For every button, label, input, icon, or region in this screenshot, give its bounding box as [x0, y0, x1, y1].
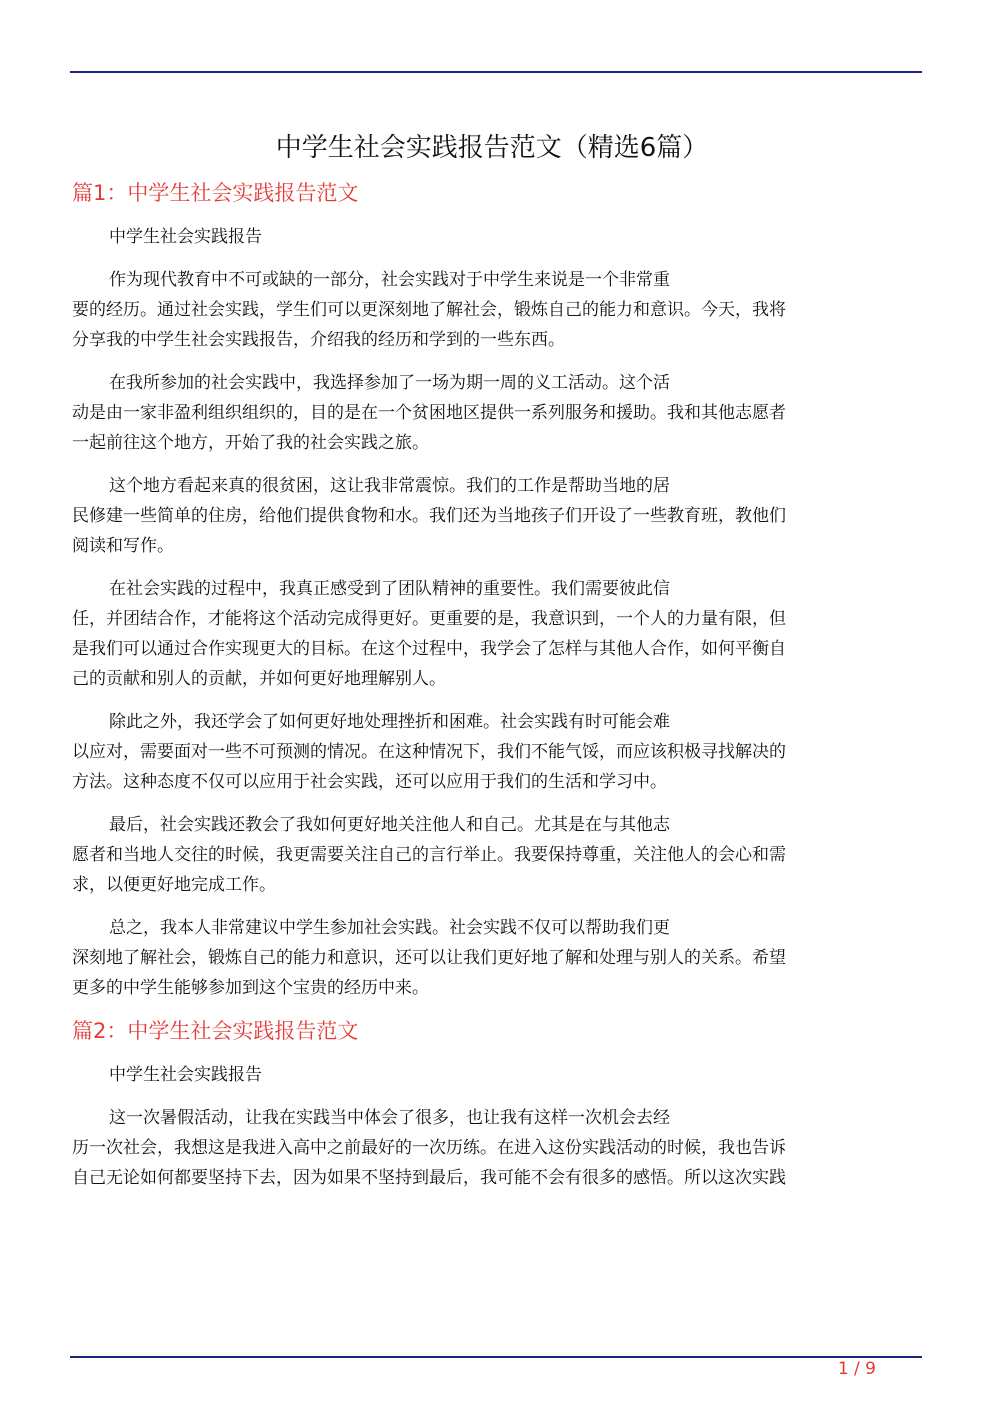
paragraph-line: 以应对，需要面对一些不可预测的情况。在这种情况下，我们不能气馁，而应该积极寻找解决的: [72, 742, 786, 762]
paragraph: [72, 707, 912, 797]
paragraph: [72, 574, 912, 694]
paragraph-line: 民修建一些简单的住房，给他们提供食物和水。我们还为当地孩子们开设了一些教育班，教他们: [72, 506, 786, 526]
section-subtitle: 中学生社会实践报告: [109, 1065, 262, 1085]
document-title: 中学生社会实践报告范文（精选6篇）: [275, 133, 709, 163]
paragraph: [72, 810, 912, 900]
paragraph-line: 更多的中学生能够参加到这个宝贵的经历中来。: [72, 978, 429, 998]
paragraph-line: 除此之外，我还学会了如何更好地处理挫折和困难。社会实践有时可能会难: [109, 712, 670, 732]
paragraph-line: 在社会实践的过程中，我真正感受到了团队精神的重要性。我们需要彼此信: [109, 579, 670, 599]
footer-rule: [70, 1356, 922, 1358]
paragraph-line: 这一次暑假活动，让我在实践当中体会了很多，也让我有这样一次机会去经: [109, 1108, 670, 1128]
paragraph: [72, 265, 912, 355]
paragraph-line: 深刻地了解社会，锻炼自己的能力和意识，还可以让我们更好地了解和处理与别人的关系。希望: [72, 948, 786, 968]
paragraph-line: 总之，我本人非常建议中学生参加社会实践。社会实践不仅可以帮助我们更: [109, 918, 670, 938]
paragraph-line: 作为现代教育中不可或缺的一部分，社会实践对于中学生来说是一个非常重: [109, 270, 670, 290]
paragraph-line: 一起前往这个地方，开始了我的社会实践之旅。: [72, 433, 429, 453]
paragraph-line: 任，并团结合作，才能将这个活动完成得更好。更重要的是，我意识到，一个人的力量有限，但: [72, 609, 786, 629]
paragraph-line: 这个地方看起来真的很贫困，这让我非常震惊。我们的工作是帮助当地的居: [109, 476, 670, 496]
paragraph-line: 愿者和当地人交往的时候，我更需要关注自己的言行举止。我要保持尊重，关注他人的会心和需: [72, 845, 786, 865]
paragraph-line: 最后，社会实践还教会了我如何更好地关注他人和自己。尤其是在与其他志: [109, 815, 670, 835]
paragraph-line: 自己无论如何都要坚持下去，因为如果不坚持到最后，我可能不会有很多的感悟。所以这次实践: [72, 1168, 786, 1188]
paragraph-line: 分享我的中学生社会实践报告，介绍我的经历和学到的一些东西。: [72, 330, 565, 350]
paragraph: [72, 471, 912, 561]
section-subtitle: 中学生社会实践报告: [109, 227, 262, 247]
paragraph-line: 历一次社会，我想这是我进入高中之前最好的一次历练。在进入这份实践活动的时候，我也告诉: [72, 1138, 786, 1158]
paragraph: [72, 913, 912, 1003]
paragraph: [72, 368, 912, 458]
paragraph-line: 方法。这种态度不仅可以应用于社会实践，还可以应用于我们的生活和学习中。: [72, 772, 667, 792]
paragraph-line: 是我们可以通过合作实现更大的目标。在这个过程中，我学会了怎样与其他人合作，如何平衡自: [72, 639, 786, 659]
paragraph-line: 己的贡献和别人的贡献，并如何更好地理解别人。: [72, 669, 446, 689]
section-1: [72, 178, 912, 1003]
paragraph-line: 在我所参加的社会实践中，我选择参加了一场为期一周的义工活动。这个活: [109, 373, 670, 393]
paragraph-line: 阅读和写作。: [72, 536, 174, 556]
document-body: [72, 122, 912, 1206]
page-number: 1 / 9: [837, 1359, 876, 1379]
paragraph: [72, 1103, 912, 1193]
paragraph-line: 动是由一家非盈利组织组织的，目的是在一个贫困地区提供一系列服务和援助。我和其他志愿者: [72, 403, 786, 423]
section-2: [72, 1016, 912, 1193]
section-heading: 篇1：中学生社会实践报告范文: [72, 181, 359, 205]
section-heading: 篇2：中学生社会实践报告范文: [72, 1019, 359, 1043]
paragraph-line: 求，以便更好地完成工作。: [72, 875, 276, 895]
header-rule: [70, 71, 922, 73]
paragraph-line: 要的经历。通过社会实践，学生们可以更深刻地了解社会，锻炼自己的能力和意识。今天，我将: [72, 300, 786, 320]
